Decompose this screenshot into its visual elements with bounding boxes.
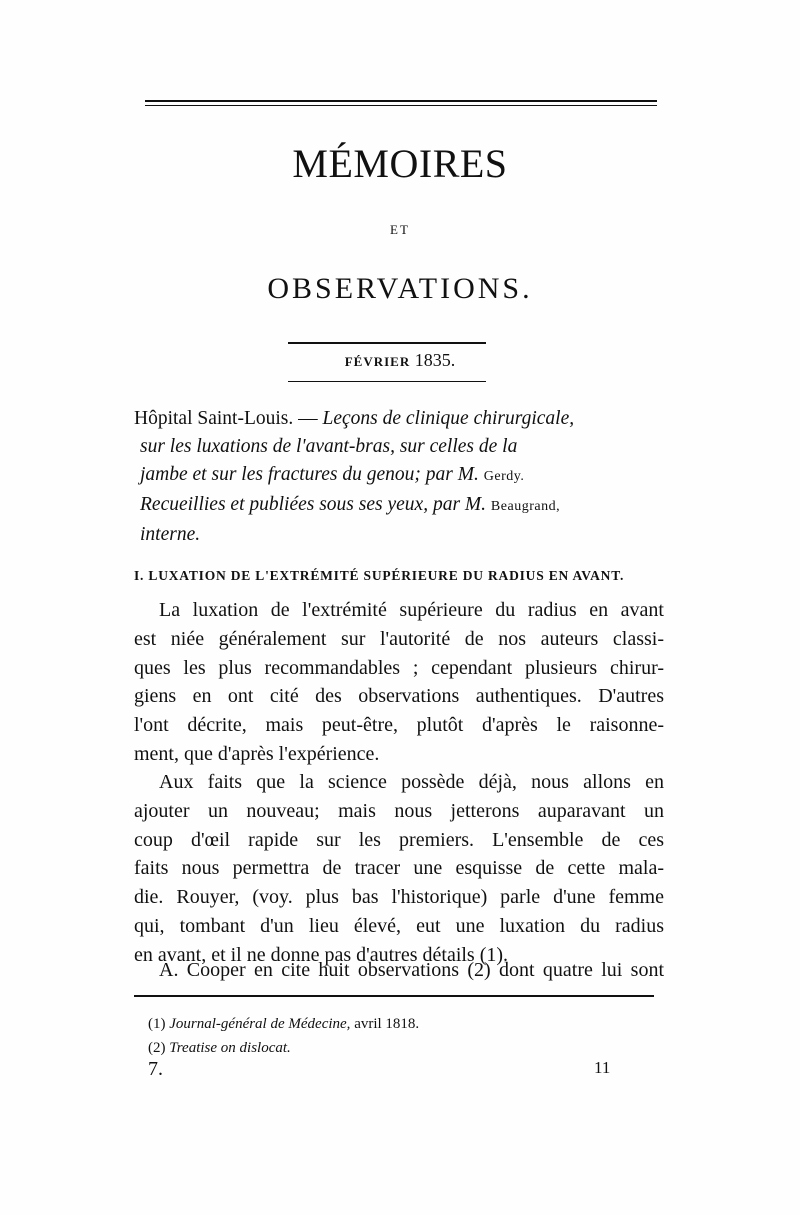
- page-number: 11: [594, 1058, 611, 1077]
- text-line: est niée généralement sur l'autorité de nos auteurs classi-: [134, 627, 664, 650]
- author1-prefix: M.: [457, 464, 479, 485]
- text-line: La luxation de l'extrémité supérieure du radius en avant: [159, 599, 664, 621]
- text-line: faits nous permettra de tracer une esquisse de cette mala-: [134, 857, 664, 880]
- text-line: qui, tombant d'un lieu élevé, eut une luxation du radius: [134, 914, 664, 937]
- paragraph-3: [134, 956, 664, 985]
- text-line: en avant, et il ne donne pas d'autres détails (1).: [134, 943, 509, 966]
- collected-text: Recueillies et publiées sous ses yeux, par: [140, 494, 461, 515]
- paragraph-1: [134, 596, 664, 769]
- issue-month: FÉVRIER: [344, 354, 411, 369]
- footnotes: [148, 1012, 648, 1060]
- top-double-rule: [145, 100, 657, 102]
- lesson-title-3-text: jambe et sur les fractures du genou; par: [140, 464, 453, 485]
- header-dash: —: [298, 408, 318, 429]
- issue-date: [0, 350, 800, 371]
- author1-name: Gerdy.: [483, 469, 525, 484]
- lesson-title-2: sur les luxations de l'avant-bras, sur celles de la: [140, 436, 518, 457]
- section-heading: I. LUXATION DE L'EXTRÉMITÉ SUPÉRIEURE DU RADIUS EN AVANT.: [134, 568, 625, 583]
- signature-mark: 7.: [148, 1058, 163, 1080]
- main-title: MÉMOIRES: [292, 141, 508, 186]
- article-header: [134, 405, 659, 549]
- date-rule-top: [288, 342, 486, 344]
- top-thin-rule: [145, 105, 657, 106]
- text-line: ment, que d'après l'expérience.: [134, 742, 380, 765]
- text-line: A. Cooper en cite huit observations (2) dont quatre lui sont: [159, 959, 664, 981]
- footnote-2: [148, 1036, 648, 1060]
- text-line: Aux faits que la science possède déjà, nous allons en: [159, 771, 664, 793]
- title-conjunction: ET: [390, 222, 410, 237]
- footnote-source: Treatise on dislocat.: [169, 1040, 291, 1056]
- footnote-source: Journal-général de Médecine,: [169, 1016, 351, 1032]
- paragraph-2: [134, 768, 664, 970]
- author2-name: Beaugrand,: [490, 499, 561, 514]
- issue-year: 1835.: [414, 350, 456, 370]
- text-line: giens en ont cité des observations authentiques. D'autres: [134, 685, 664, 708]
- text-line: ques les plus recommandables ; cependant plusieurs chirur-: [134, 656, 664, 679]
- text-line: ajouter un nouveau; mais nous jetterons auparavant un: [134, 799, 664, 822]
- hospital-name: Hôpital Saint-Louis.: [134, 408, 294, 429]
- footnote-rule: [134, 995, 654, 997]
- footnote-detail: avril 1818.: [354, 1016, 420, 1032]
- collected-line: [134, 491, 659, 521]
- lesson-title-1: Leçons de clinique chirurgicale,: [322, 408, 575, 429]
- footnote-mark: (2): [148, 1040, 166, 1056]
- author2-prefix: M.: [464, 494, 487, 515]
- lesson-title-3: [134, 461, 659, 491]
- text-line: l'ont décrite, mais peut-être, plutôt d'après le raisonne-: [134, 714, 664, 737]
- footnote-1: [148, 1012, 648, 1036]
- date-rule-bottom: [288, 381, 486, 382]
- text-line: coup d'œil rapide sur les premiers. L'ensemble de ces: [134, 828, 664, 851]
- author2-role: interne.: [140, 524, 201, 545]
- subtitle: OBSERVATIONS.: [267, 272, 533, 305]
- footnote-mark: (1): [148, 1016, 166, 1032]
- text-line: die. Rouyer, (voy. plus bas l'historique) parle d'une femme: [134, 886, 664, 909]
